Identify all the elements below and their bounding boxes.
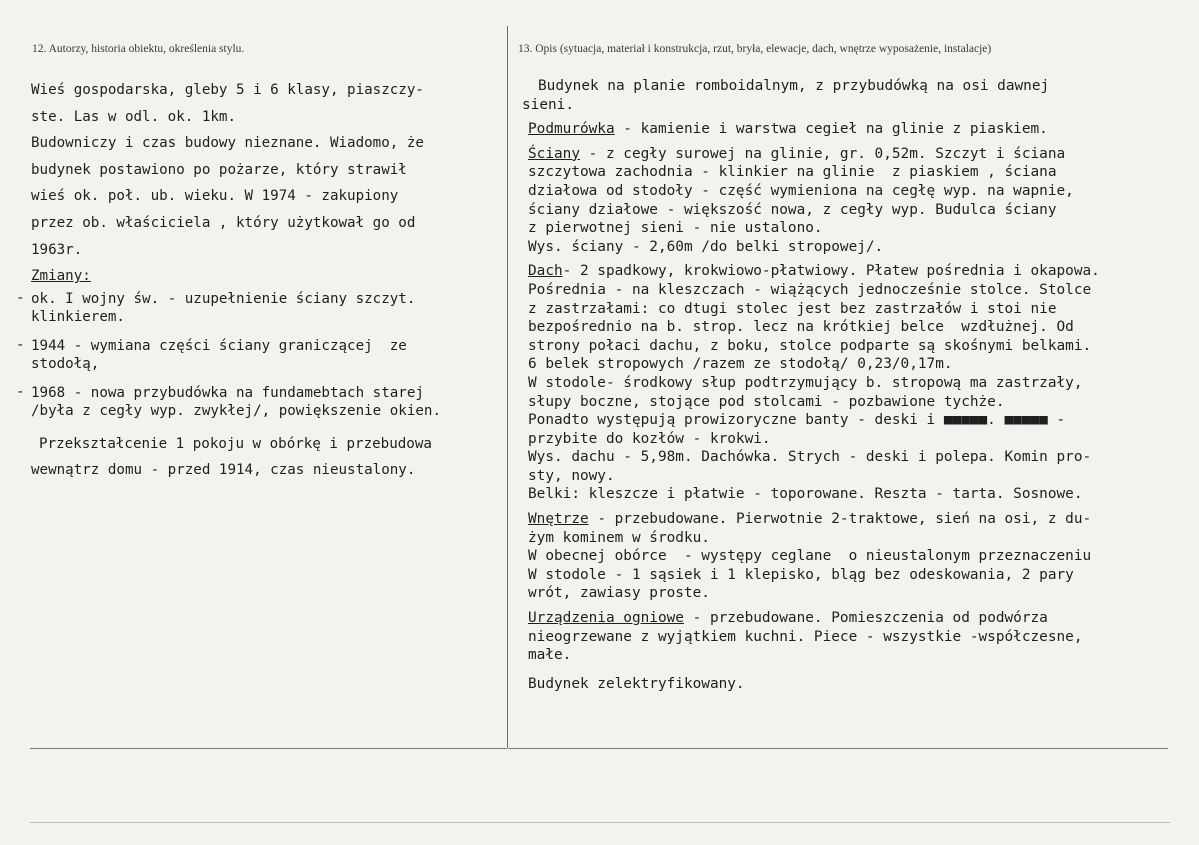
sciany-line: z pierwotnej sieni - nie ustalono.	[528, 220, 823, 237]
dach-line: Pośrednia - na kleszczach - wiążących jednocześnie stolce. Stolce	[528, 281, 1092, 298]
sciany-line: ściany działowe - większość nowa, z cegły wyp. Budulca ściany	[528, 201, 1057, 218]
change-line: 1968 - nowa przybudówka na fundamebtach starej	[31, 384, 424, 401]
bullet-dash: -	[16, 383, 25, 400]
column-divider	[507, 26, 508, 748]
bullet-dash: -	[16, 336, 25, 353]
urzadzenia-text: - przebudowane. Pomieszczenia od podwórza	[683, 610, 1048, 627]
wnetrze-line: żym kominem w środku.	[528, 529, 710, 546]
intro-line: Budynek na planie romboidalnym, z przybudówką na osi dawnej	[538, 78, 1050, 94]
change-line: klinkierem.	[31, 309, 125, 326]
history-line: ste. Las w odl. ok. 1km.	[31, 108, 236, 125]
dach-label: Dach	[528, 263, 563, 280]
sciany-label: Ściany	[528, 145, 580, 162]
change-line: stodołą,	[31, 356, 100, 373]
wnetrze-line: wrót, zawiasy proste.	[528, 585, 710, 602]
change-line: 1944 - wymiana części ściany graniczącej ze	[31, 337, 407, 354]
dach-line: W stodole- środkowy słup podtrzymujący b. stropową ma zastrzały,	[528, 374, 1083, 391]
dach-line: Wys. dachu - 5,98m. Dachówka. Strych - deski i polepa. Komin pro-	[528, 449, 1092, 466]
dach-line: z zastrzałami: co dtugi stolec jest bez zastrzałów i stoi nie	[528, 300, 1057, 317]
history-line: przez ob. właściciela , który użytkował go od	[31, 214, 416, 231]
dach-line: przybite do kozłów - krokwi.	[528, 430, 771, 447]
dach-line: 6 belek stropowych /razem ze stodołą/ 0,23/0,17m.	[528, 356, 953, 373]
urzadzenia-line: małe.	[528, 647, 572, 664]
sciany-line: Wys. ściany - 2,60m /do belki stropowej/.	[528, 238, 884, 255]
podmurowka-label: Podmurówka	[528, 121, 615, 138]
change-line: ok. I wojny św. - uzupełnienie ściany szczyt.	[31, 290, 416, 307]
dach-line: sty, nowy.	[528, 467, 615, 484]
urzadzenia-label: Urządzenia ogniowe	[528, 610, 684, 627]
wnetrze-text: - przebudowane. Pierwotnie 2-traktowe, sień na osi, z du-	[588, 511, 1092, 528]
dach-line: Belki: kleszcze i płatwie - toporowane. Reszta - tarta. Sosnowe.	[528, 486, 1083, 503]
bottom-rule-right	[508, 748, 1168, 749]
dach-text: - 2 spadkowy, krokwiowo-płatwiowy. Płatew pośrednia i okapowa.	[562, 263, 1100, 280]
podmurowka-text: - kamienie i warstwa cegieł na glinie z piaskiem.	[614, 121, 1048, 138]
final-line: Budynek zelektryfikowany.	[528, 675, 745, 692]
bullet-dash: -	[16, 289, 25, 306]
intro-line: sieni.	[522, 96, 574, 113]
dach-line: Ponadto występują prowizoryczne banty - deski i ■■■■■. ■■■■■ -	[528, 412, 1066, 429]
section-13-header: 13. Opis (sytuacja, materiał i konstrukcja, rzut, bryła, elewacje, dach, wnętrze wyposażenie, instalacje)	[518, 43, 992, 55]
wnetrze-line: W stodole - 1 sąsiek i 1 klepisko, bląg bez odeskowania, 2 pary	[528, 566, 1074, 583]
history-column	[16, 77, 501, 484]
sciany-text: - z cegły surowej na glinie, gr. 0,52m. Szczyt i ściana	[579, 145, 1066, 162]
changes-heading: Zmiany:	[31, 268, 91, 285]
sciany-line: szczytowa zachodnia - klinkier na glinie z piaskiem , ściana	[528, 164, 1057, 181]
transformation-line: Przekształcenie 1 pokoju w obórkę i przebudowa	[39, 435, 432, 452]
description-column	[522, 77, 1195, 693]
sciany-line: działowa od stodoły - część wymieniona na cegłę wyp. na wapnie,	[528, 182, 1074, 199]
bottom-rule-lower	[30, 822, 1170, 823]
history-line: 1963r.	[31, 241, 83, 258]
change-item	[16, 289, 501, 327]
urzadzenia-line: nieogrzewane z wyjątkiem kuchni. Piece - wszystkie -współczesne,	[528, 628, 1083, 645]
bottom-rule-left	[30, 748, 507, 749]
history-line: Budowniczy i czas budowy nieznane. Wiadomo, że	[31, 135, 424, 152]
change-item	[16, 383, 501, 421]
wnetrze-label: Wnętrze	[528, 511, 589, 528]
history-line: Wieś gospodarska, gleby 5 i 6 klasy, piaszczy-	[31, 82, 424, 98]
transformation-line: wewnątrz domu - przed 1914, czas nieustalony.	[31, 462, 416, 479]
section-12-header: 12. Autorzy, historia obiektu, określenia stylu.	[32, 43, 245, 55]
wnetrze-line: W obecnej obórce - występy ceglane o nieustalonym przeznaczeniu	[528, 548, 1092, 565]
dach-line: strony połaci dachu, z boku, stolce podparte są skośnymi belkami.	[528, 337, 1092, 354]
dach-line: bezpośrednio na b. strop. lecz na krótkiej belce wzdłużnej. Od	[528, 319, 1074, 336]
change-item	[16, 336, 501, 374]
change-line: /była z cegły wyp. zwykłej/, powiększenie okien.	[31, 403, 441, 420]
history-line: wieś ok. poł. ub. wieku. W 1974 - zakupiony	[31, 188, 399, 205]
history-line: budynek postawiono po pożarze, który strawił	[31, 161, 407, 178]
dach-line: słupy boczne, stojące pod stolcami - pozbawione tychże.	[528, 393, 1005, 410]
